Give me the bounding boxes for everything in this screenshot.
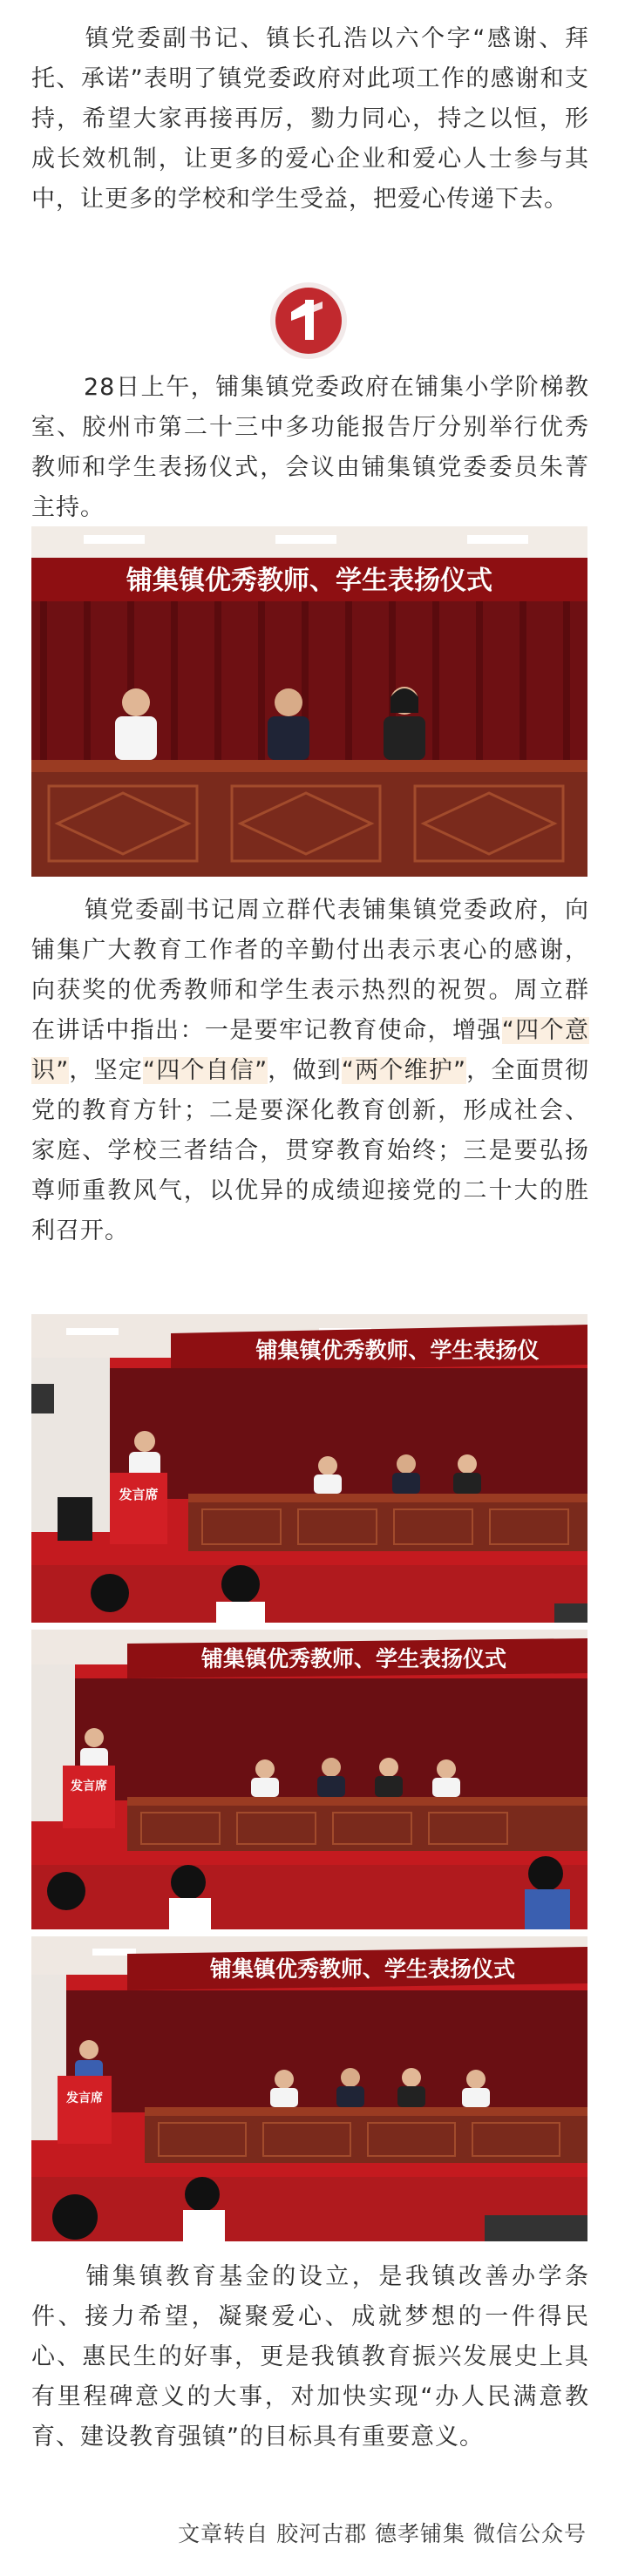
photo-ceremony-wide xyxy=(31,1630,587,1929)
banner-text: 铺集镇优秀教师、学生表扬仪式 xyxy=(200,1646,507,1671)
paragraph-text: 28日上午，铺集镇党委政府在铺集小学阶梯教室、胶州市第二十三中多功能报告厅分别举行优秀教师和学生表扬仪式，会议由铺集镇党委委员朱菁主持。 xyxy=(31,374,589,521)
podium-label: 发言席 xyxy=(66,2091,103,2105)
podium-label: 发言席 xyxy=(119,1487,159,1502)
highlight-two-safeguards: “两个维护” xyxy=(341,1057,466,1084)
paragraph-speech: 镇党委副书记周立群代表铺集镇党委政府，向铺集广大教育工作者的辛勤付出表示衷心的感谢，向获奖的优秀教师和学生表示热烈的祝贺。周立群在讲话中指出：一是要牢记教育使命，增强“四个意识”，坚定“四个自信”，做到“两个维护”，全面贯彻党的教育方针；二是要深化教育创新，形成社会、家庭、学校三者结合，贯穿教育始终；三是要弘扬尊师重教风气，以优异的成绩迎接党的二十大的胜利召开。 xyxy=(31,897,590,1244)
highlight-four-consciousness: “四个意识” xyxy=(31,1017,589,1084)
paragraph-intro xyxy=(31,19,589,220)
photo-stage-officials xyxy=(31,526,587,877)
paragraph-ceremony xyxy=(31,368,589,528)
paragraph-text: 铺集镇教育基金的设立，是我镇改善办学条件、接力希望，凝聚爱心、成就梦想的一件得民心、惠民生的好事，更是我镇教育振兴发展史上具有里程碑意义的大事，对加快实现“办人民满意教育、建设教育强镇”的目标具有重要意义。 xyxy=(31,2263,589,2451)
source-credit: 文章转自 胶河古郡 德孝铺集 微信公众号 xyxy=(178,2521,587,2546)
podium-label: 发言席 xyxy=(71,1779,107,1793)
photo-ceremony-side xyxy=(31,1936,587,2241)
banner-text: 铺集镇优秀教师、学生表扬仪式 xyxy=(209,1956,516,1982)
banner-text: 铺集镇优秀教师、学生表扬仪式 xyxy=(126,566,492,596)
party-emblem-icon xyxy=(265,277,352,364)
highlight-four-confidence: “四个自信” xyxy=(143,1057,268,1084)
photo-speaker-podium xyxy=(31,1314,587,1623)
paragraph-foundation xyxy=(31,2257,589,2457)
banner-text: 铺集镇优秀教师、学生表扬仪 xyxy=(255,1338,540,1363)
paragraph-text: 镇党委副书记、镇长孔浩以六个字“感谢、拜托、承诺”表明了镇党委政府对此项工作的感谢和支持，希望大家再接再厉，勠力同心，持之以恒，形成长效机制，让更多的爱心企业和爱心人士参与其中，让更多的学校和学生受益，把爱心传递下去。 xyxy=(31,25,589,213)
divider-emblem xyxy=(265,277,352,364)
